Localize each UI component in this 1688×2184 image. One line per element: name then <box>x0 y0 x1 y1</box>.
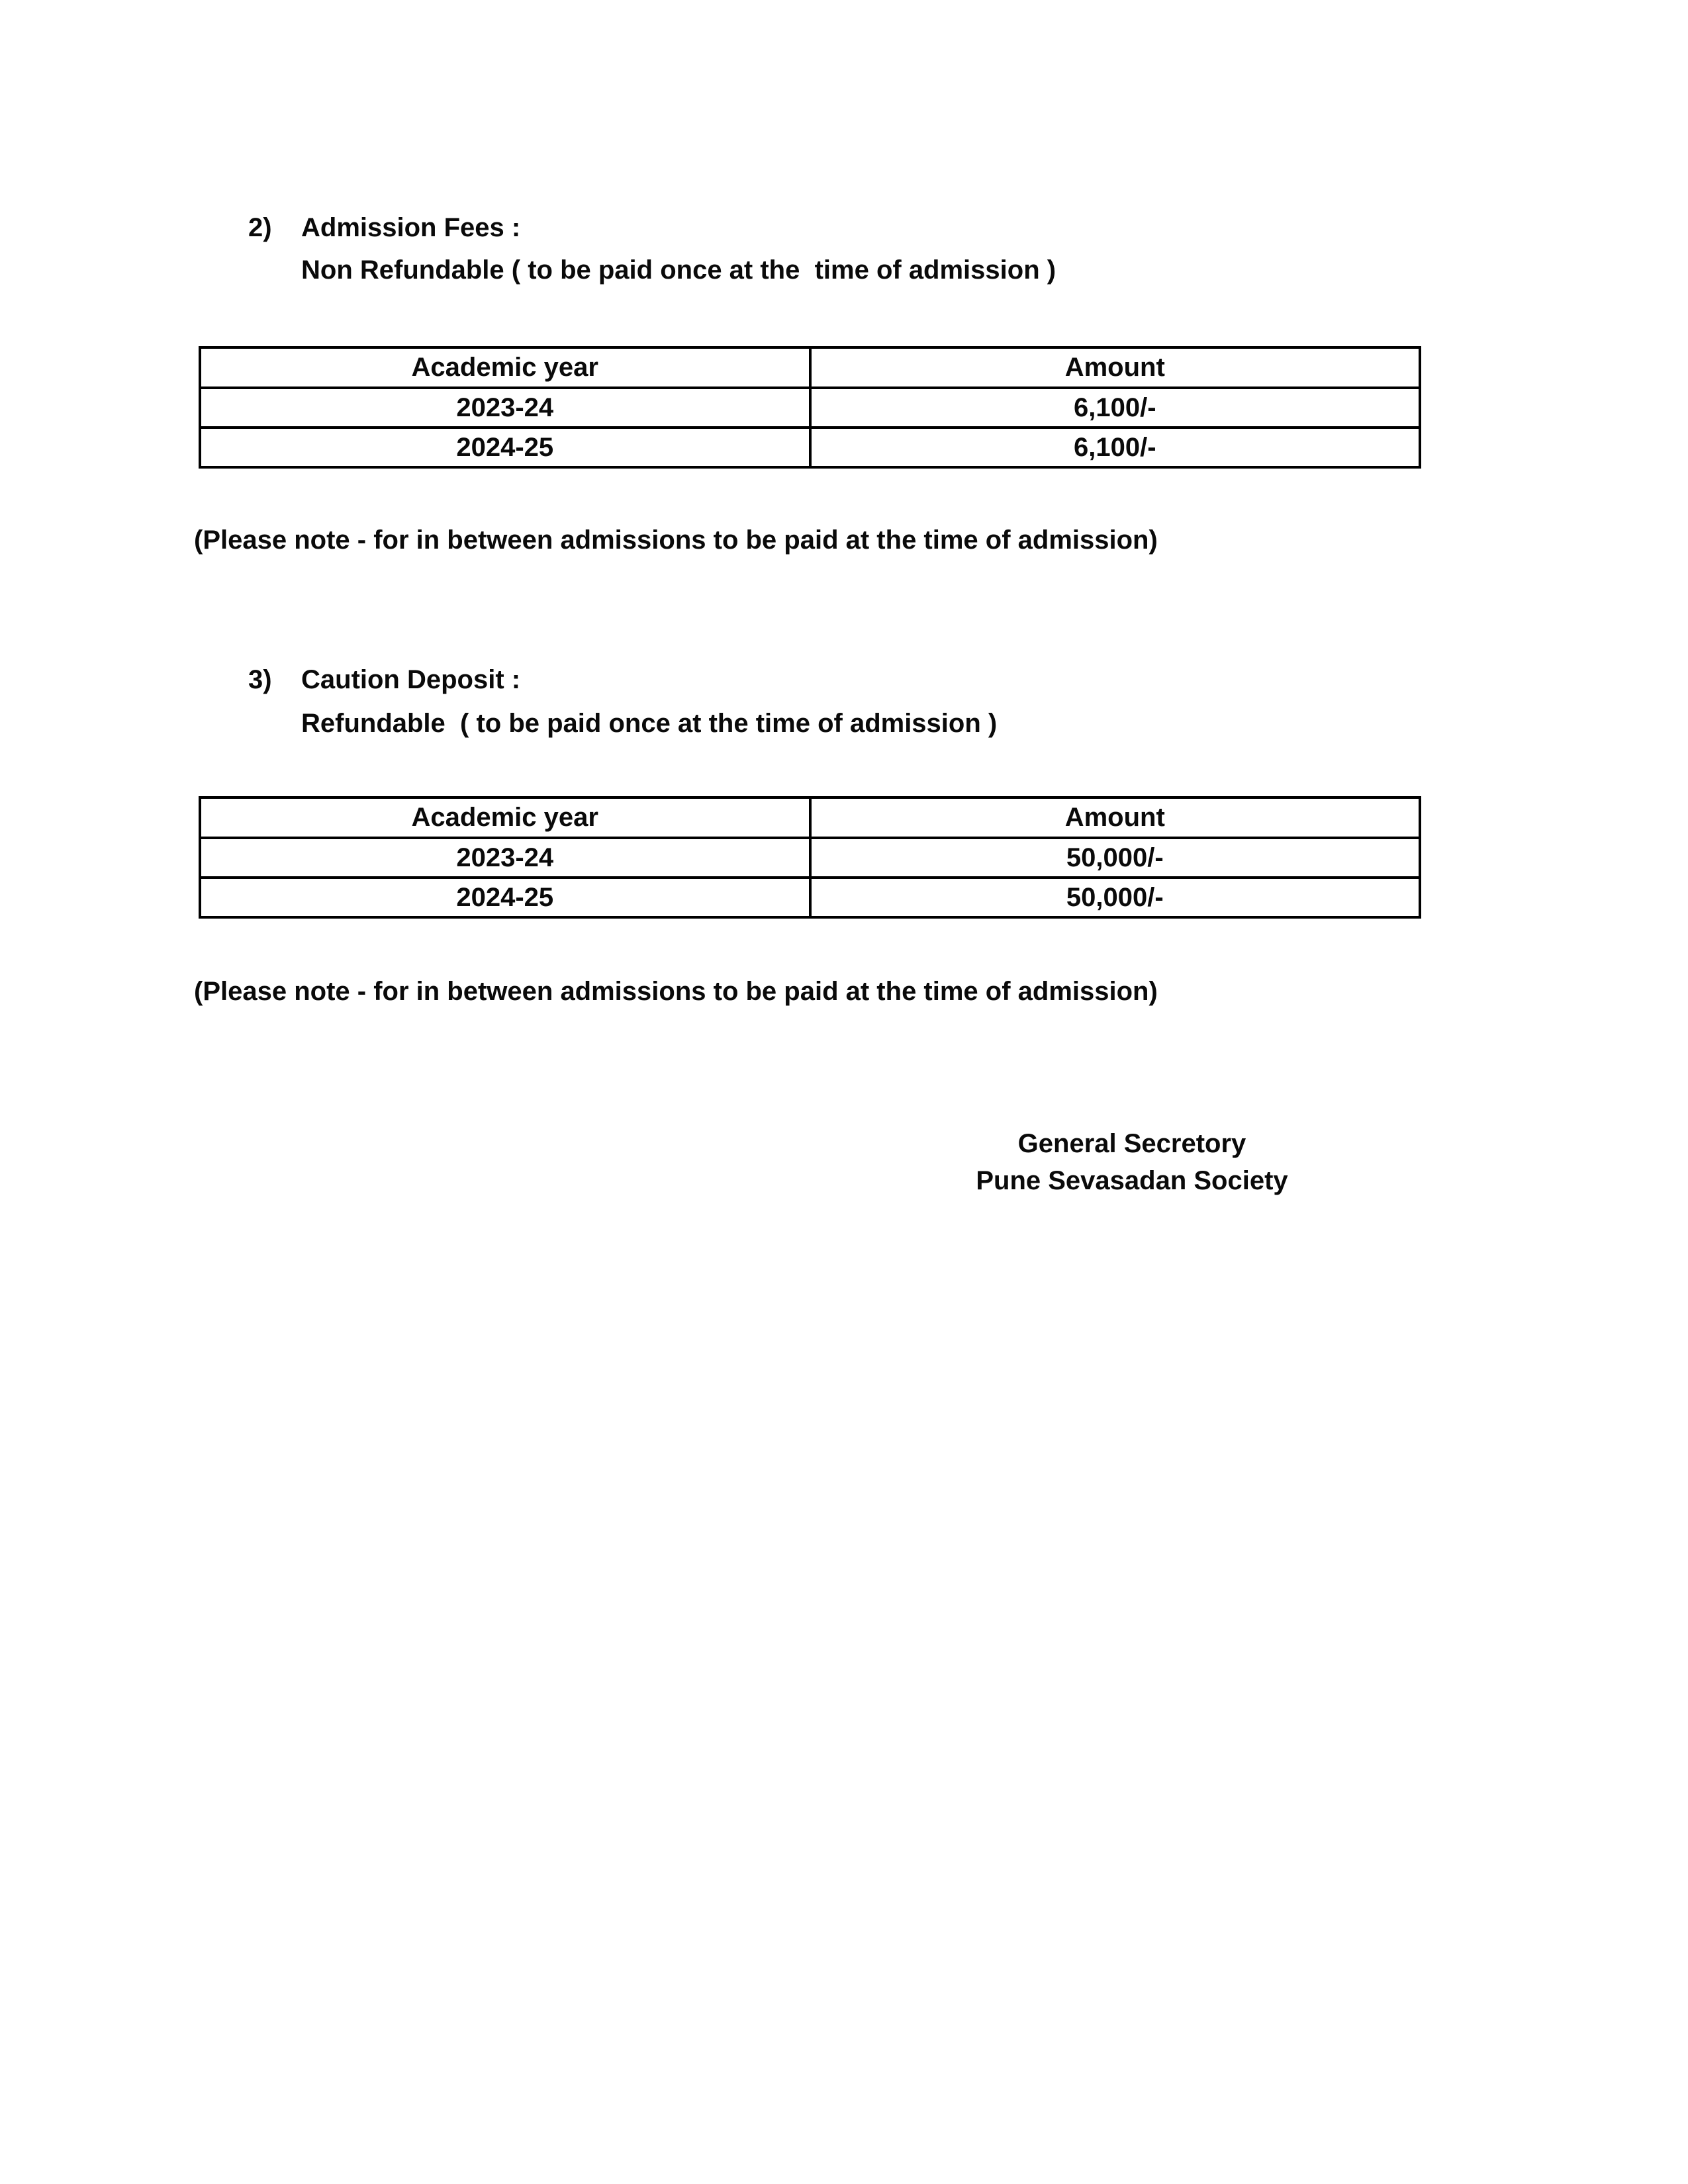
section-subtitle: Non Refundable ( to be paid once at the time of admission ) <box>301 255 1056 285</box>
list-number: 2) <box>248 213 272 242</box>
note-admission-fees: (Please note - for in between admissions to be paid at the time of admission) <box>194 525 1158 555</box>
table-row <box>200 388 1420 428</box>
cell-academic-year: 2024-25 <box>200 428 810 467</box>
table-header-row <box>200 797 1420 838</box>
table-header-row <box>200 347 1420 388</box>
column-header-academic-year: Academic year <box>200 347 810 388</box>
section-title: Caution Deposit : <box>301 665 521 694</box>
table-row <box>200 428 1420 467</box>
section-admission-fees-heading <box>248 213 520 242</box>
section-title: Admission Fees : <box>301 213 521 242</box>
signature-block <box>900 1125 1364 1199</box>
cell-academic-year: 2023-24 <box>200 838 810 878</box>
cell-amount: 50,000/- <box>810 878 1421 917</box>
cell-amount: 6,100/- <box>810 388 1421 428</box>
cell-academic-year: 2023-24 <box>200 388 810 428</box>
cell-academic-year: 2024-25 <box>200 878 810 917</box>
list-number: 3) <box>248 665 272 694</box>
cell-amount: 6,100/- <box>810 428 1421 467</box>
table-row <box>200 878 1420 917</box>
note-caution-deposit: (Please note - for in between admissions to be paid at the time of admission) <box>194 977 1158 1006</box>
admission-fees-table <box>199 346 1421 469</box>
column-header-amount: Amount <box>810 347 1421 388</box>
column-header-academic-year: Academic year <box>200 797 810 838</box>
section-subtitle: Refundable ( to be paid once at the time of admission ) <box>301 709 998 738</box>
caution-deposit-table <box>199 796 1421 919</box>
table-row <box>200 838 1420 878</box>
column-header-amount: Amount <box>810 797 1421 838</box>
signature-organization: Pune Sevasadan Society <box>976 1166 1288 1195</box>
signature-title: General Secretory <box>1017 1129 1246 1158</box>
section-caution-deposit-heading <box>248 665 520 694</box>
cell-amount: 50,000/- <box>810 838 1421 878</box>
